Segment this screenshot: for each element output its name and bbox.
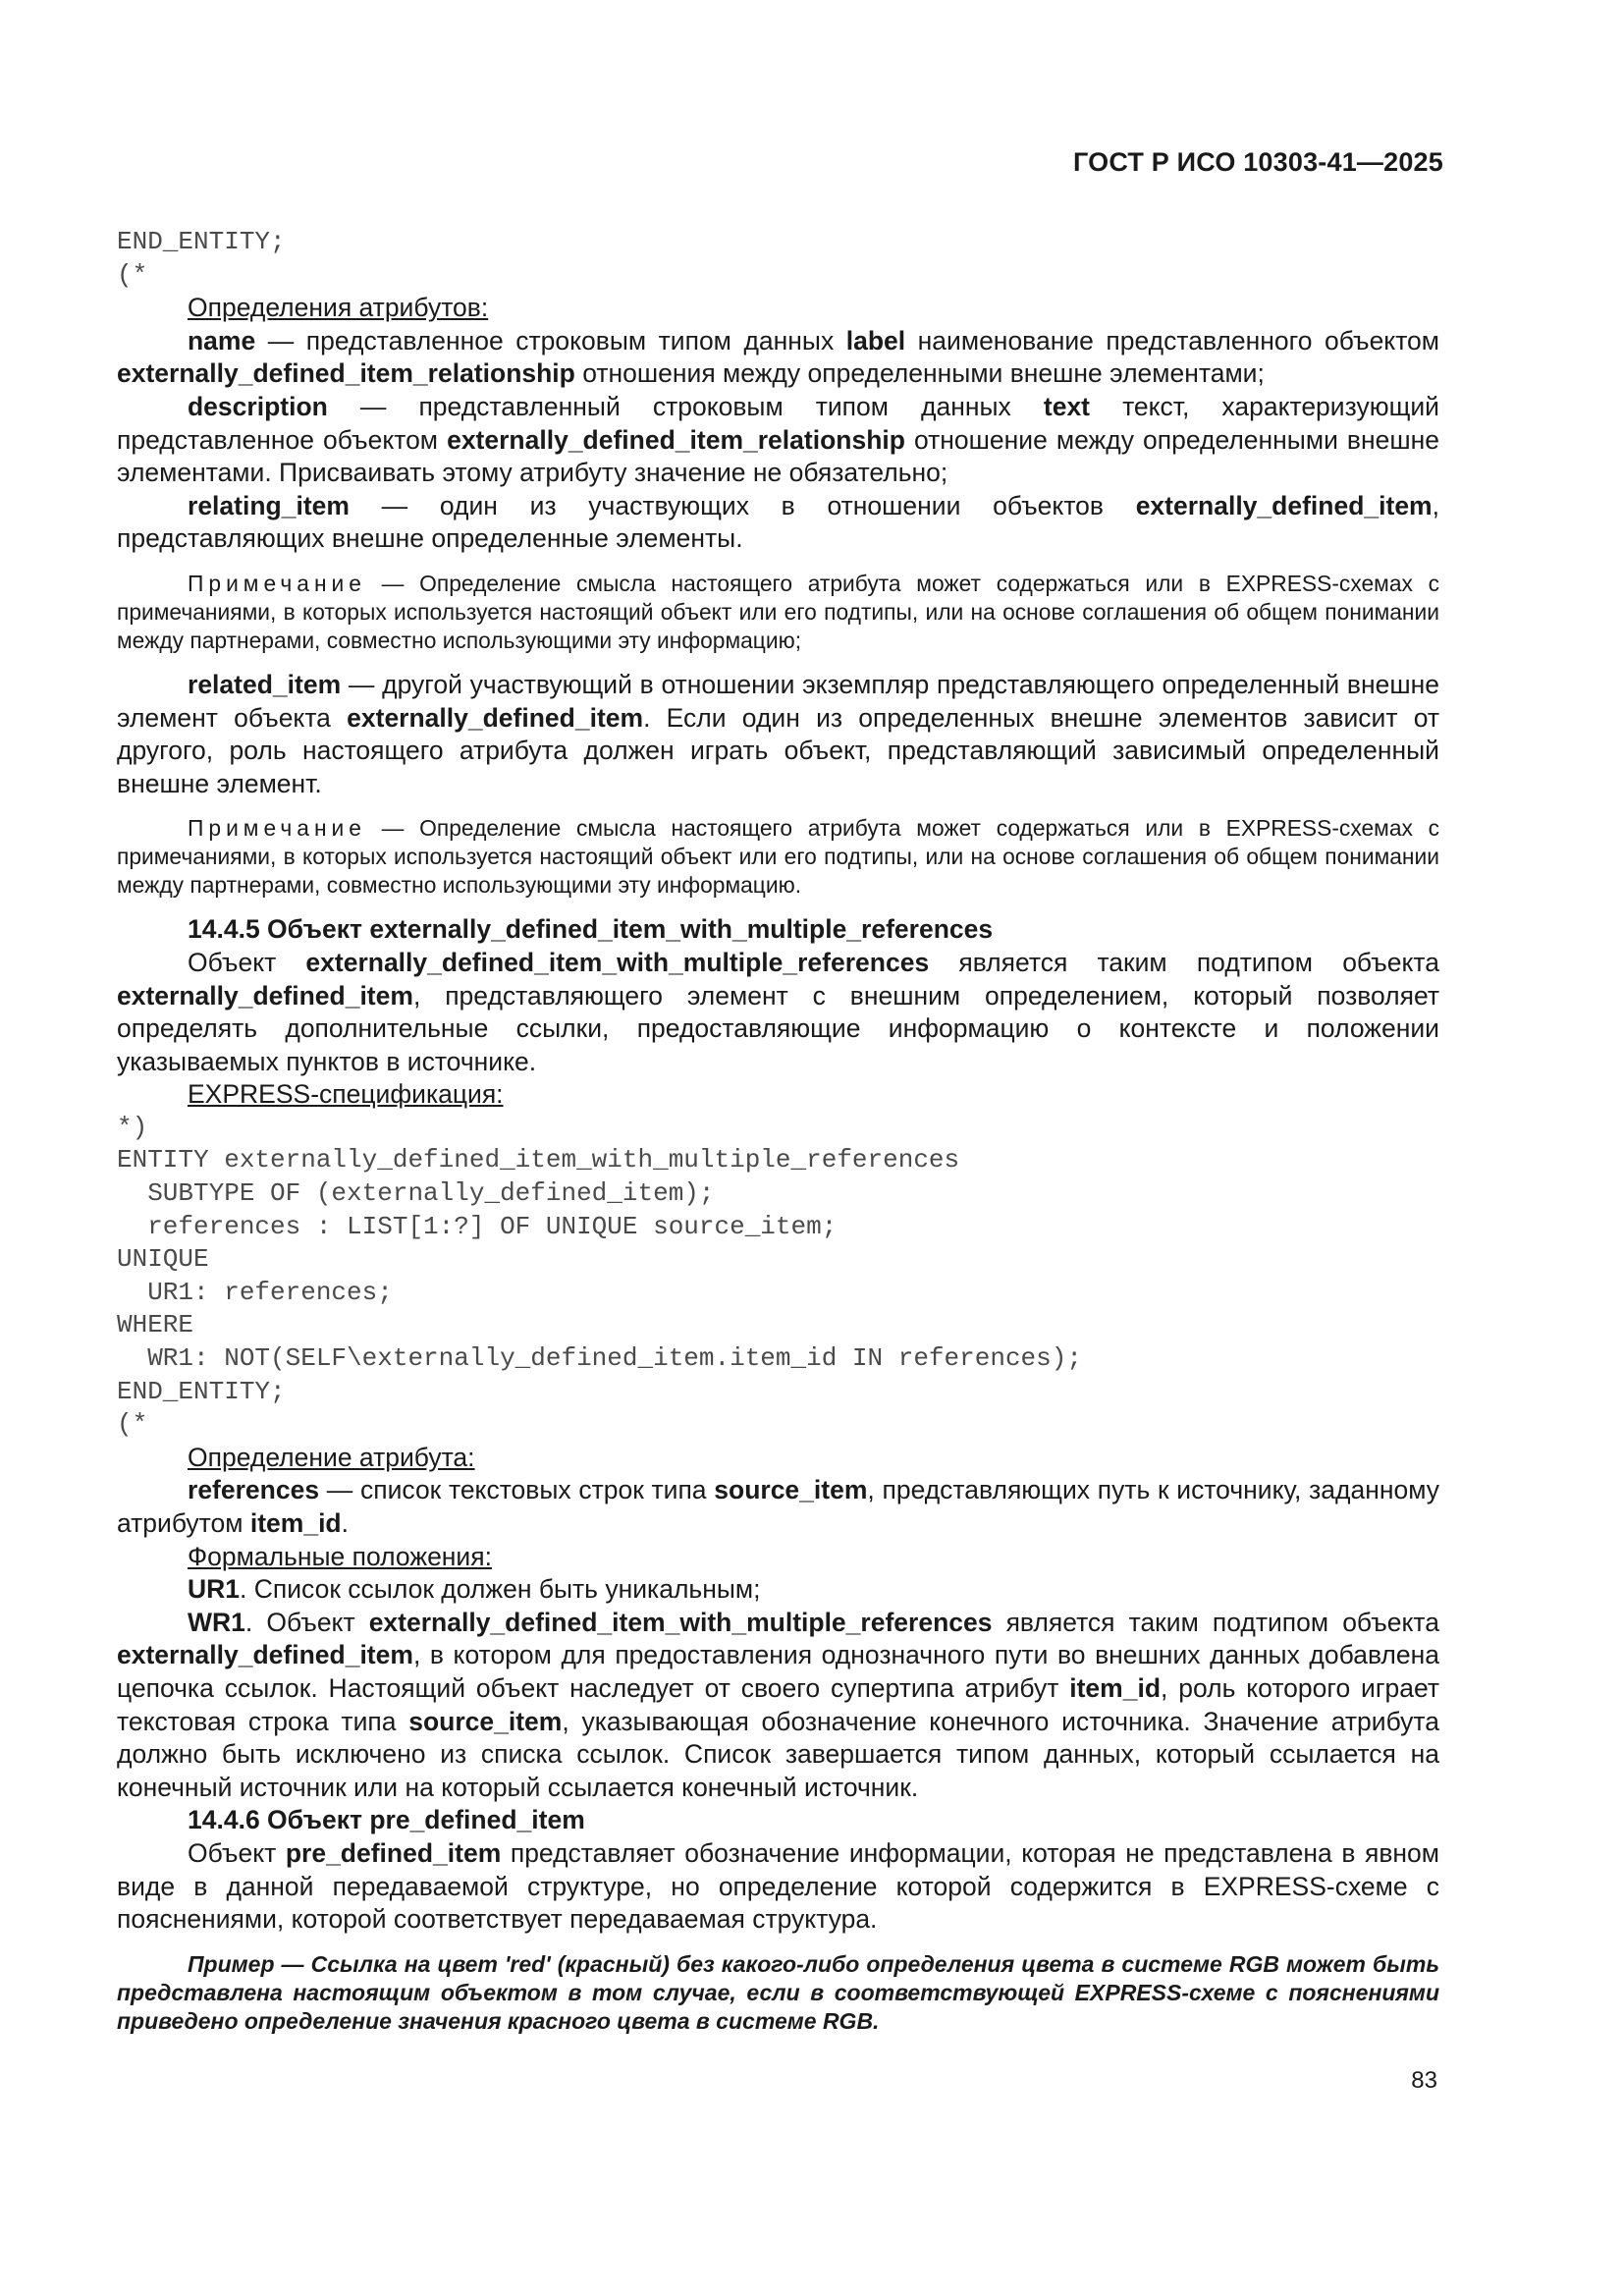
section-14-4-5-heading: 14.4.5 Объект externally_defined_item_with_multiple_references bbox=[188, 914, 994, 945]
express-spec-heading: EXPRESS-спецификация: bbox=[188, 1079, 504, 1110]
paragraph-description-attribute: description — представленный строковым типом данных text текст, характеризующий представленное объектом externally_defined_item_relationship отношение между определенными внешне элементами. Присваивать этому атрибуту значение не обязательно; bbox=[117, 391, 1439, 488]
paragraph-section-14-4-6: Объект pre_defined_item представляет обозначение информации, которая не представлена в явном виде в данной передаваемой структуре, но определение которой содержится в EXPRESS-схеме с пояснениями, которой соответствует передаваемая структура. bbox=[117, 1837, 1440, 1935]
code-block-entity-definition: *) ENTITY externally_defined_item_with_multiple_references SUBTYPE OF (externally_defined_item); references : LIST[1:?] OF UNIQUE source_item; UNIQUE UR1: references; WHERE WR1: NOT(SELF\externally_defined_item.item_id IN references); END_ENTITY; (* bbox=[117, 1112, 1082, 1440]
formal-propositions-heading: Формальные положения: bbox=[188, 1541, 492, 1571]
note-2: Примечание — Определение смысла настоящего атрибута может содержаться или в EXPRESS-схемах с примечаниями, в которых используется настоящий объект или его подтипы, или на основе соглашения об общем понимании между партнерами, совместно использующими эту информацию. bbox=[117, 815, 1439, 899]
attribute-definition-heading: Определение атрибута: bbox=[188, 1442, 475, 1472]
paragraph-related-item-attribute: related_item — другой участвующий в отношении экземпляр представляющего определенный внешне элемент объекта externally_defined_item. Если один из определенных внешне элементов зависит от другого, роль настоящего атрибута должен играть объект, представляющий зависимый определенный внешне элемент. bbox=[117, 669, 1439, 798]
paragraph-name-attribute: name — представленное строковым типом данных label наименование представленного объектом externally_defined_item_relationship отношения между определенными внешне элементами; bbox=[117, 325, 1439, 389]
paragraph-relating-item-attribute: relating_item — один из участвующих в отношении объектов externally_defined_item, представляющих внешне определенные элементы. bbox=[117, 490, 1439, 554]
code-block-end-entity: END_ENTITY; (* bbox=[117, 227, 286, 290]
paragraph-section-14-4-5: Объект externally_defined_item_with_multiple_references является таким подтипом объекта externally_defined_item, представляющего элемент с внешним определением, который позволяет определять дополнительные ссылки, предоставляющие информацию о контексте и положении указываемых пунктов в источнике. bbox=[117, 947, 1439, 1076]
document-header: ГОСТ Р ИСО 10303-41—2025 bbox=[1073, 147, 1443, 177]
note-1: Примечание — Определение смысла настоящего атрибута может содержаться или в EXPRESS-схемах с примечаниями, в которых используется настоящий объект или его подтипы, или на основе соглашения об общем понимании между партнерами, совместно использующими эту информацию; bbox=[117, 570, 1439, 653]
page-number: 83 bbox=[1411, 2067, 1437, 2094]
example-paragraph: Пример — Ссылка на цвет 'red' (красный) без какого-либо определения цвета в системе RGB может быть представлена настоящим объектом в том случае, если в соответствующей EXPRESS-схеме с пояснениями приведено определение значения красного цвета в системе RGB. bbox=[117, 1950, 1439, 2034]
paragraph-ur1: UR1. Список ссылок должен быть уникальным; bbox=[188, 1574, 761, 1605]
paragraph-wr1: WR1. Объект externally_defined_item_with_multiple_references является таким подтипом объекта externally_defined_item, в котором для предоставления однозначного пути во внешних данных добавлена цепочка ссылок. Настоящий объект наследует от своего супертипа атрибут item_id, роль которого играет текстовая строка типа source_item, указывающая обозначение конечного источника. Значение атрибута должно быть исключено из списка ссылок. Список завершается типом данных, который ссылается на конечный источник или на который ссылается конечный источник. bbox=[117, 1607, 1440, 1802]
paragraph-references-attribute: references — список текстовых строк типа source_item, представляющих путь к источнику, заданному атрибутом item_id. bbox=[117, 1475, 1439, 1538]
attribute-definitions-heading: Определения атрибутов: bbox=[188, 293, 489, 323]
section-14-4-6-heading: 14.4.6 Объект pre_defined_item bbox=[188, 1805, 585, 1835]
page-content bbox=[117, 226, 1439, 2036]
